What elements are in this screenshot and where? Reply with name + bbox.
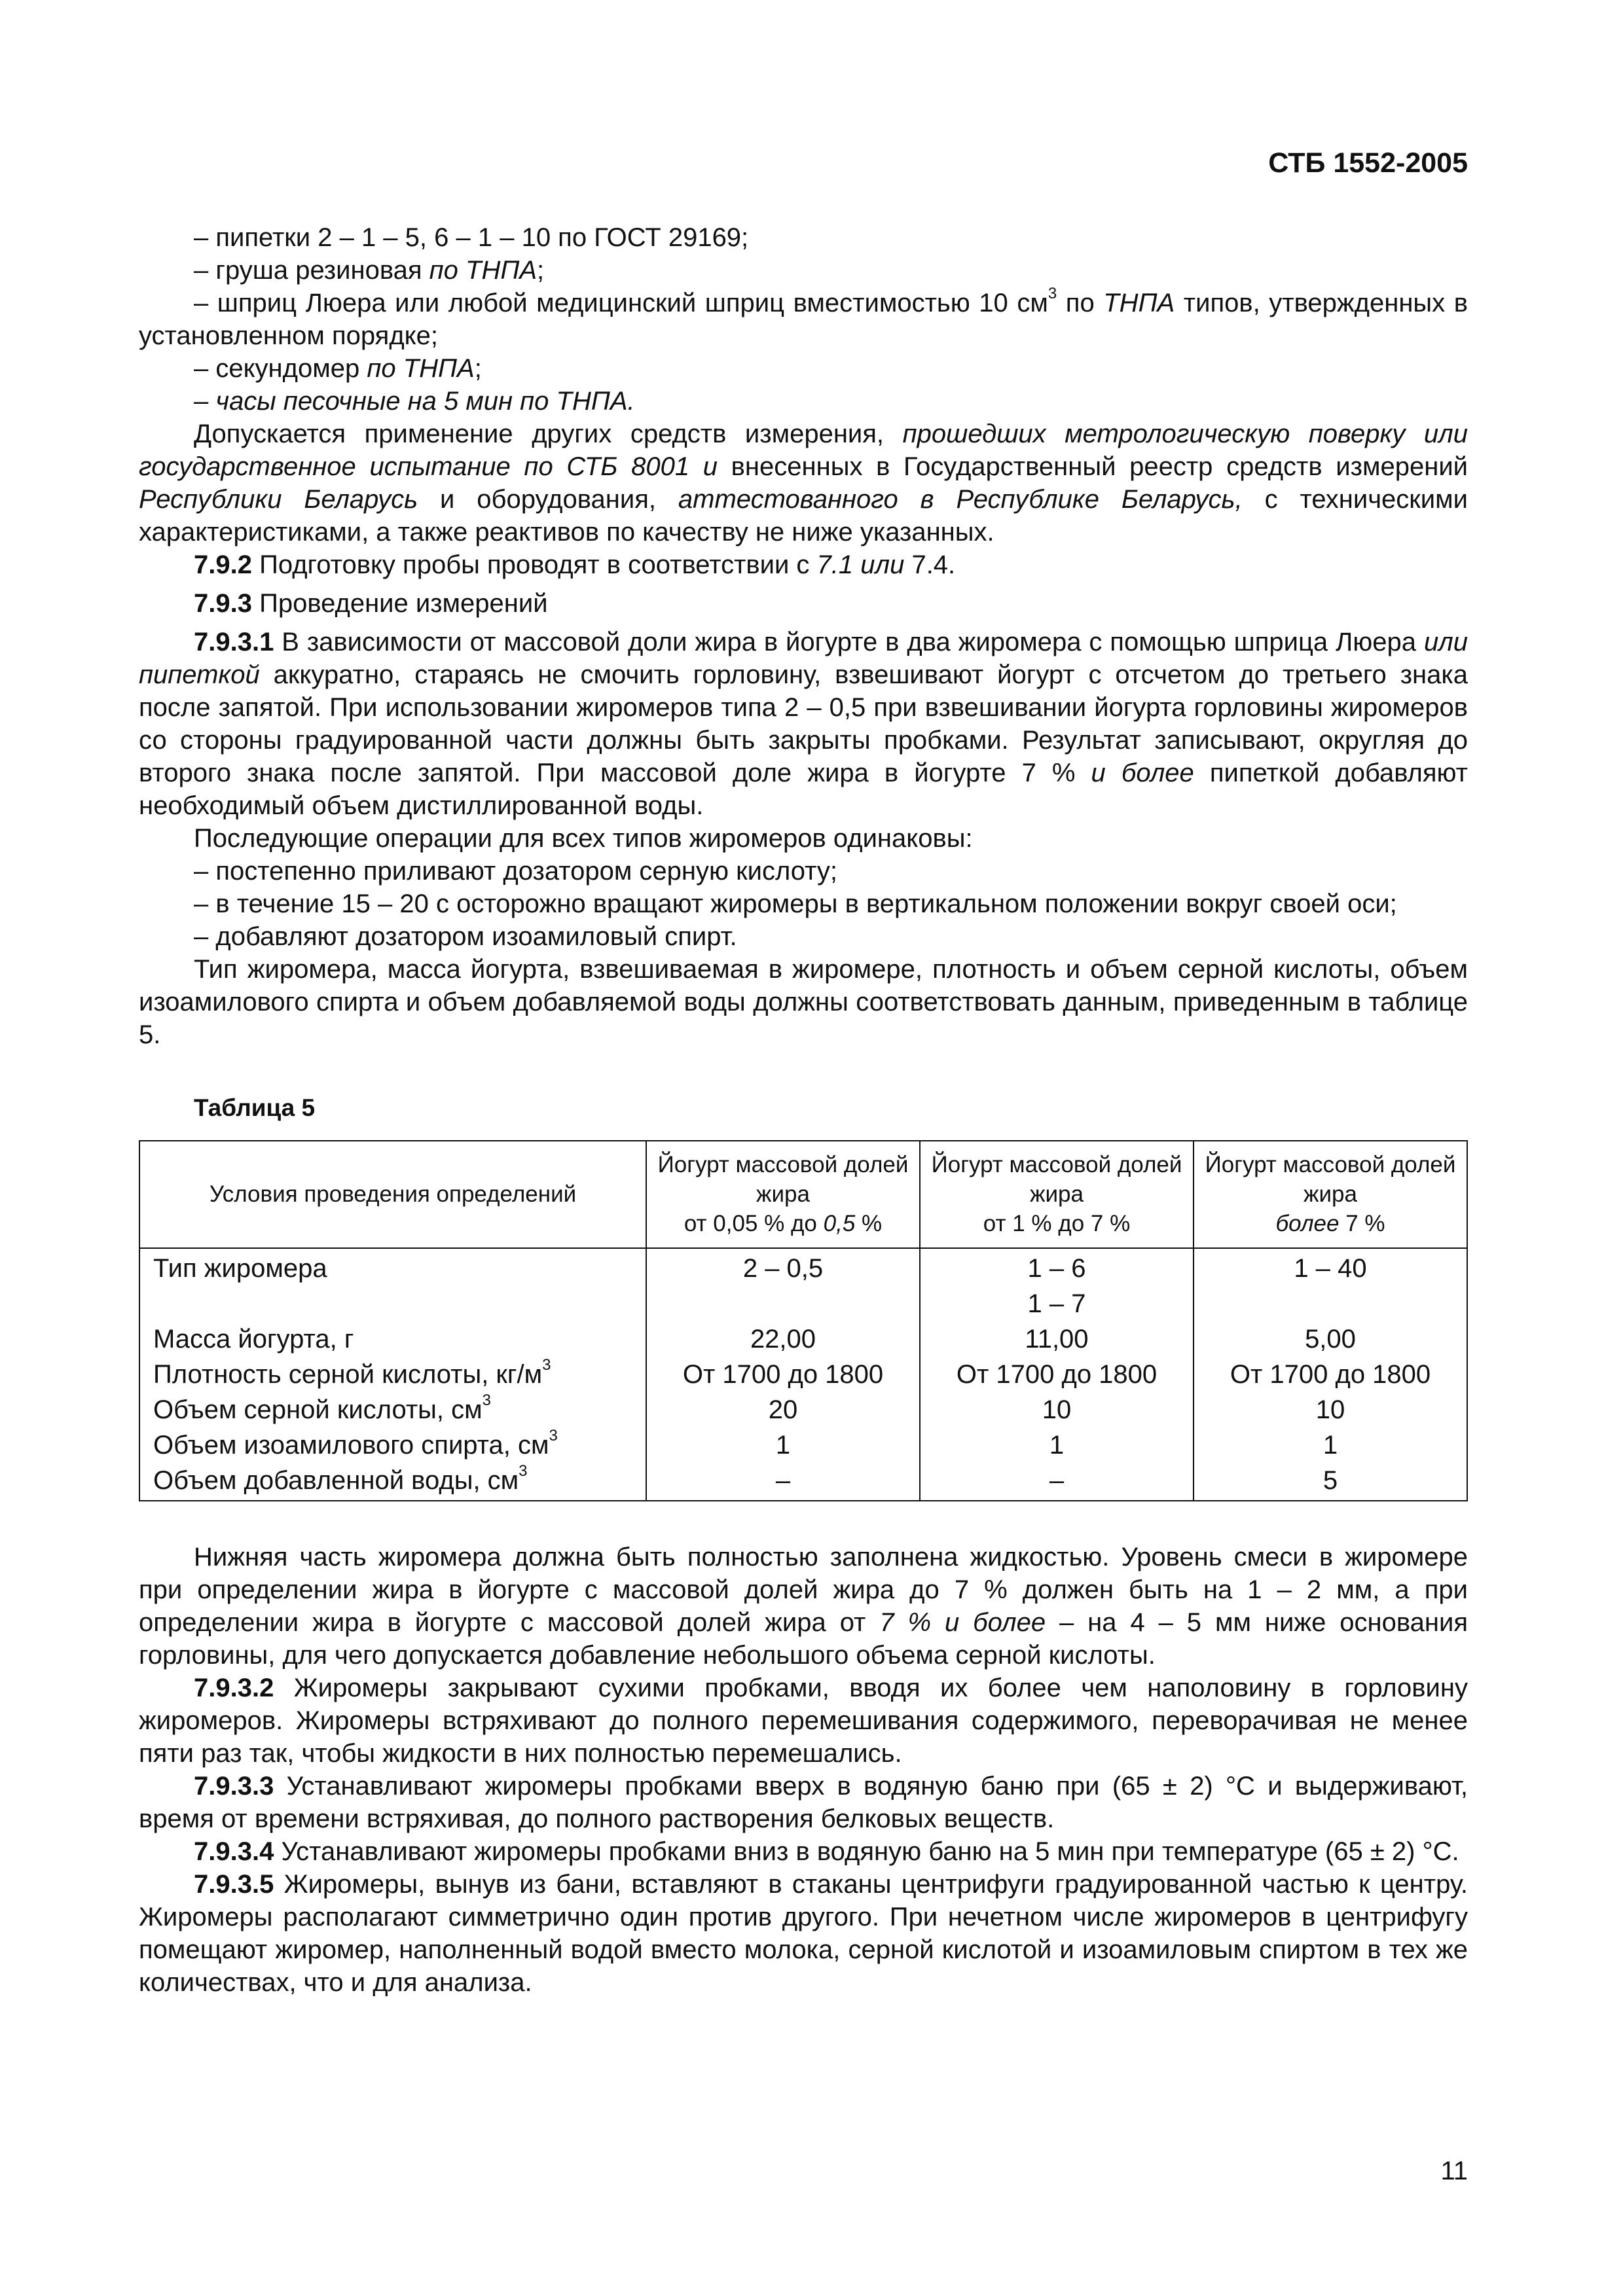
cell-value: 1 <box>646 1427 920 1463</box>
table-caption: Таблица 5 <box>194 1094 316 1121</box>
table-header-row <box>139 1141 1467 1248</box>
cell-value: 22,00 <box>646 1321 920 1357</box>
cell-value: 2 – 0,5 <box>646 1248 920 1321</box>
section-7-9-3-heading: 7.9.3 Проведение измерений <box>194 589 548 618</box>
document-code: СТБ 1552-2005 <box>1268 147 1468 179</box>
paragraph-fill-level: Нижняя часть жиромера должна быть полностью заполнена жидкостью. Уровень смеси в жиромере при определении жира в йогурте с массовой долей жира до 7 % должен быть на 1 – 2 мм, а при определении жира в йогурте с массовой долей жира от 7 % и более – на 4 – 5 мм ниже основания горловины, для чего допускается добавление небольшого объема серной кислоты. <box>139 1543 1468 1670</box>
cell-value: 10 <box>1194 1392 1467 1427</box>
paragraph-operations-intro: Последующие операции для всех типов жиромеров одинаковы: <box>194 824 973 853</box>
list-item-pipettes: – пипетки 2 – 1 – 5, 6 – 1 – 10 по ГОСТ 29169; <box>194 223 749 252</box>
list-item-syringe: – шприц Люера или любой медицинский шприц вместимостью 10 $см^3$ по ТНПА типов, утвержденных в установленном порядке; <box>139 285 1468 350</box>
paragraph-table-reference: Тип жиромера, масса йогурта, взвешиваемая в жиромере, плотность и объем серной кислоты, объем изоамилового спирта и объем добавляемой воды должны соответствовать данным, приведенным в таблице 5. <box>139 955 1468 1049</box>
table-row <box>139 1463 1467 1501</box>
cell-value: 11,00 <box>920 1321 1194 1357</box>
page-number: 11 <box>1440 2157 1468 2185</box>
header-conditions: Условия проведения определений <box>139 1141 646 1248</box>
row-label: Масса йогурта, г <box>139 1321 646 1357</box>
section-7-9-3-2: 7.9.3.2 Жиромеры закрывают сухими пробками, вводя их более чем наполовину в горловину жиромеров. Жиромеры встряхивают до полного перемешивания содержимого, переворачивая не менее пяти раз так, чтобы жидкости в них полностью перемешались. <box>139 1674 1468 1768</box>
list-item-add-alcohol: – добавляют дозатором изоамиловый спирт. <box>194 922 737 951</box>
cell-value: – <box>646 1463 920 1501</box>
page-body <box>139 221 1468 1999</box>
paragraph-allowed-instruments: Допускается применение других средств измерения, прошедших метрологическую поверку или государственное испытание по СТБ 8001 и внесенных в Государственный реестр средств измерений Республики Беларусь и оборудования, аттестованного в Республике Беларусь, с техническими характеристиками, а также реактивов по качеству не ниже указанных. <box>139 420 1468 547</box>
table-row <box>139 1427 1467 1463</box>
section-7-9-2: 7.9.2 Подготовку пробы проводят в соответствии с 7.1 или 7.4. <box>194 550 956 579</box>
section-7-9-3-1: 7.9.3.1 В зависимости от массовой доли жира в йогурте в два жиромера с помощью шприца Люера или пипеткой аккуратно, стараясь не смочить горловину, взвешивают йогурт с отсчетом до третьего знака после запятой. При использовании жиромеров типа 2 – 0,5 при взвешивании йогурта горловины жиромеров со стороны градуированной части должны быть закрыты пробками. Результат записывают, округляя до второго знака после запятой. При массовой доле жира в йогурте 7 % и более пипеткой добавляют необходимый объем дистиллированной воды. <box>139 628 1468 820</box>
table-row <box>139 1357 1467 1392</box>
row-label: Объем добавленной воды, $см^3$ <box>139 1463 646 1501</box>
header-fat-0-05-0-5: Йогурт массовой долей жира от 0,05 % до 0,5 % <box>646 1141 920 1248</box>
list-item-stopwatch: – секундомер по ТНПА; <box>194 354 482 383</box>
list-item-rotate: – в течение 15 – 20 с осторожно вращают жиромеры в вертикальном положении вокруг своей оси; <box>194 889 1397 918</box>
cell-value: 1 – 6 1 – 7 <box>920 1248 1194 1321</box>
cell-value: От 1700 до 1800 <box>920 1357 1194 1392</box>
cell-value: 1 – 40 <box>1194 1248 1467 1321</box>
cell-value: 5,00 <box>1194 1321 1467 1357</box>
list-item-rubber-bulb: – груша резиновая по ТНПА; <box>194 256 545 285</box>
list-item-sand-clock: – часы песочные на 5 мин по ТНПА. <box>194 387 635 416</box>
table-row <box>139 1392 1467 1427</box>
cell-value: 1 <box>1194 1427 1467 1463</box>
section-7-9-3-3: 7.9.3.3 Устанавливают жиромеры пробками вверх в водяную баню при (65 ± 2) °С и выдерживают, время от времени встряхивая, до полного растворения белковых веществ. <box>139 1772 1468 1833</box>
header-fat-over-7: Йогурт массовой долей жира более 7 % <box>1194 1141 1467 1248</box>
row-label: Объем серной кислоты, $см^3$ <box>139 1392 646 1427</box>
cell-value: – <box>920 1463 1194 1501</box>
table-row <box>139 1248 1467 1321</box>
table-5 <box>139 1140 1468 1501</box>
cell-value: От 1700 до 1800 <box>1194 1357 1467 1392</box>
table-row <box>139 1321 1467 1357</box>
header-fat-1-7: Йогурт массовой долей жира от 1 % до 7 % <box>920 1141 1194 1248</box>
cell-value: 1 <box>920 1427 1194 1463</box>
row-label: Тип жиромера <box>139 1248 646 1321</box>
row-label: Плотность серной кислоты, $кг/м^3$ <box>139 1357 646 1392</box>
cell-value: 10 <box>920 1392 1194 1427</box>
list-item-add-acid: – постепенно приливают дозатором серную кислоту; <box>194 857 838 886</box>
cell-value: От 1700 до 1800 <box>646 1357 920 1392</box>
row-label: Объем изоамилового спирта, $см^3$ <box>139 1427 646 1463</box>
cell-value: 5 <box>1194 1463 1467 1501</box>
cell-value: 20 <box>646 1392 920 1427</box>
section-7-9-3-5: 7.9.3.5 Жиромеры, вынув из бани, вставляют в стаканы центрифуги градуированной частью к центру. Жиромеры располагают симметрично один против другого. При нечетном числе жиромеров в центрифугу помещают жиромер, наполненный водой вместо молока, серной кислотой и изоамиловым спиртом в тех же количествах, что и для анализа. <box>139 1870 1468 1997</box>
section-7-9-3-4: 7.9.3.4 Устанавливают жиромеры пробками вниз в водяную баню на 5 мин при температуре (65 ± 2) °С. <box>194 1837 1459 1866</box>
